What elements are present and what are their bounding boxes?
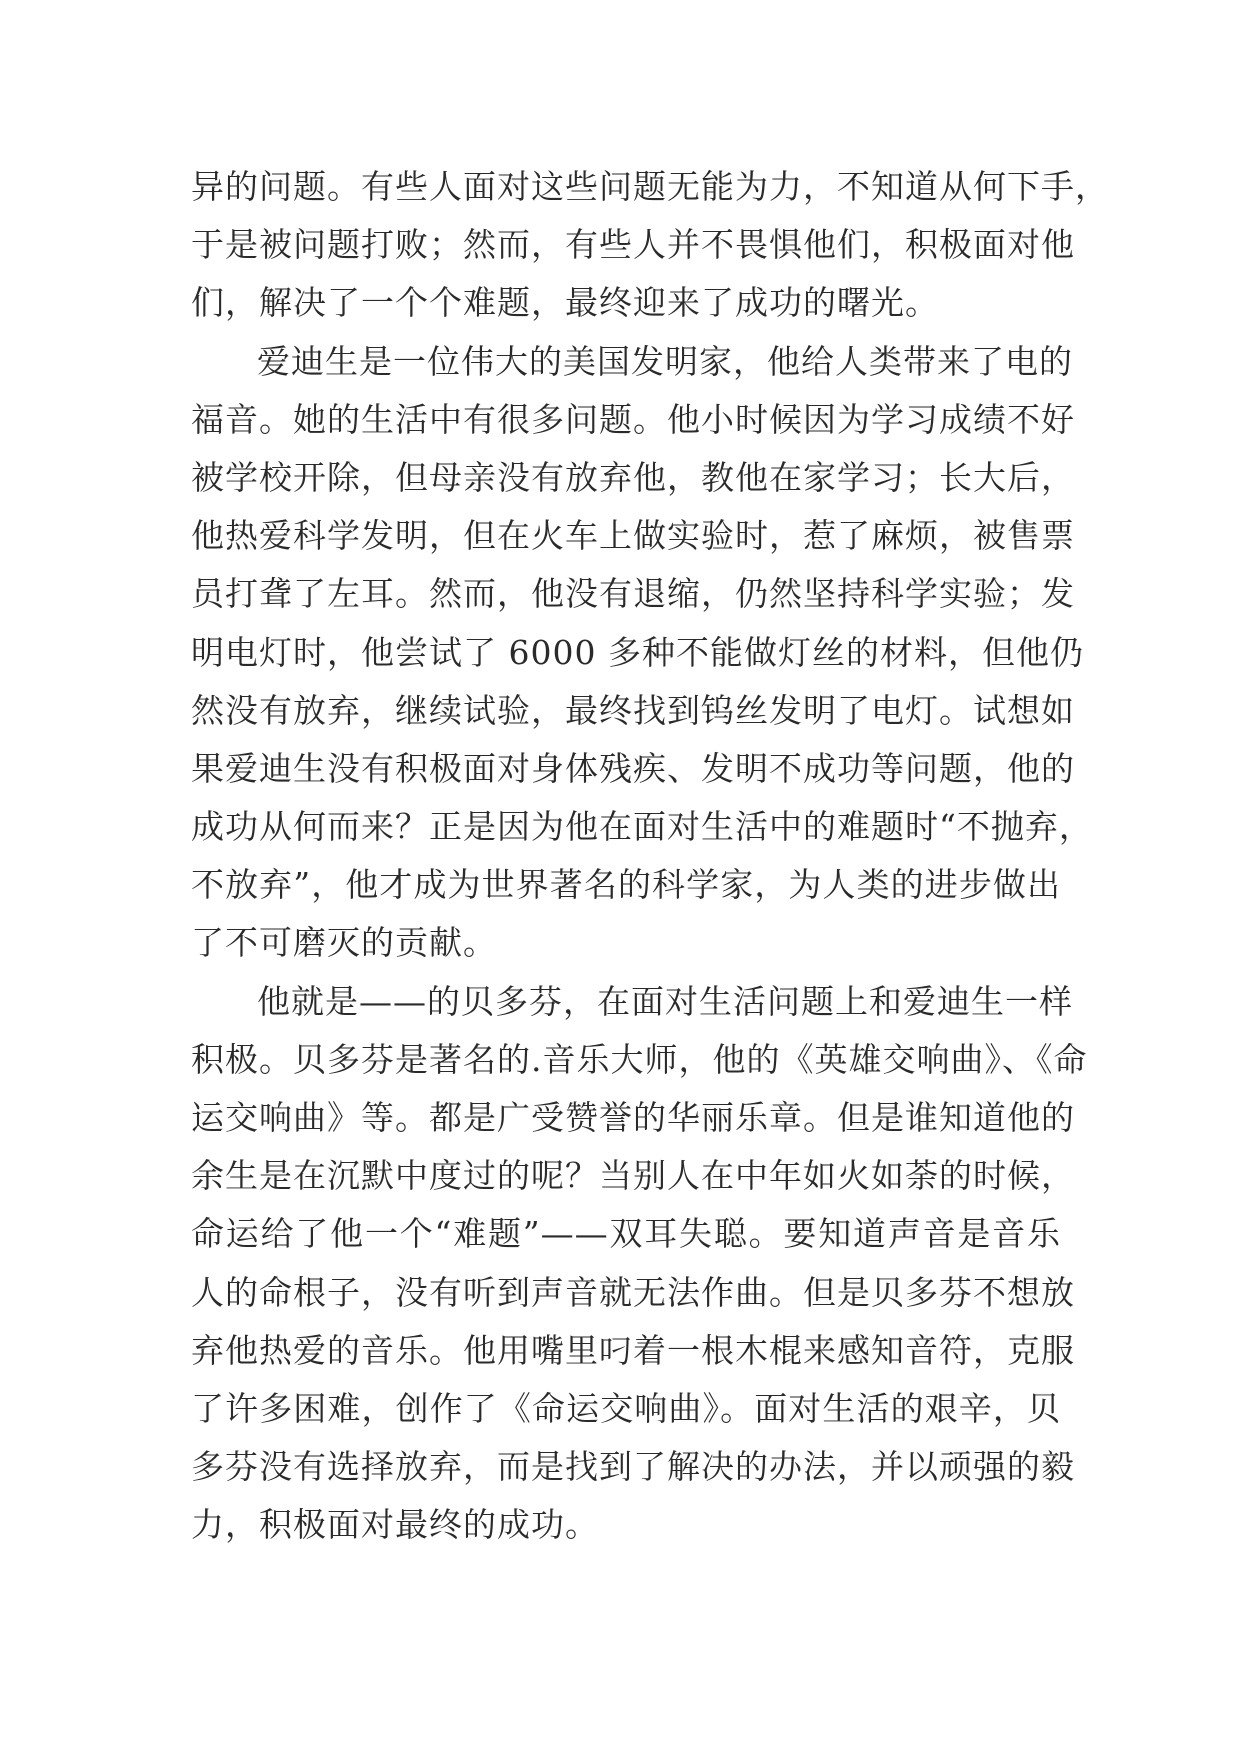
text-line: 了不可磨灭的贡献。 bbox=[191, 923, 497, 963]
text-line: 明电灯时，他尝试了 6000 多种不能做灯丝的材料，但他仍 bbox=[191, 632, 1084, 672]
text-line: 人的命根子，没有听到声音就无法作曲。但是贝多芬不想放 bbox=[191, 1272, 1075, 1312]
paragraph-intro-continuation bbox=[191, 158, 1109, 333]
text-line: 福音。她的生活中有很多问题。他小时候因为学习成绩不好 bbox=[191, 399, 1075, 439]
text-line: 不放弃”，他才成为世界著名的科学家，为人类的进步做出 bbox=[191, 865, 1061, 905]
text-line: 多芬没有选择放弃，而是找到了解决的办法，并以顽强的毅 bbox=[191, 1447, 1075, 1487]
text-line: 爱迪生是一位伟大的美国发明家，他给人类带来了电的 bbox=[257, 341, 1073, 381]
text-line: 弃他热爱的音乐。他用嘴里叼着一根木棍来感知音符，克服 bbox=[191, 1330, 1075, 1370]
text-line: 成功从何而来？正是因为他在面对生活中的难题时“不抛弃， bbox=[191, 807, 1093, 847]
text-line: 他就是——的贝多芬，在面对生活问题上和爱迪生一样 bbox=[257, 981, 1073, 1021]
body-text bbox=[191, 158, 1109, 1555]
text-line: 积极。贝多芬是著名的.音乐大师，他的《英雄交响曲》、《命 bbox=[191, 1039, 1088, 1079]
text-line: 运交响曲》等。都是广受赞誉的华丽乐章。但是谁知道他的 bbox=[191, 1098, 1075, 1137]
text-line: 员打聋了左耳。然而，他没有退缩，仍然坚持科学实验；发 bbox=[191, 574, 1075, 614]
text-line: 们，解决了一个个难题，最终迎来了成功的曙光。 bbox=[191, 283, 939, 323]
text-line: 他热爱科学发明，但在火车上做实验时，惹了麻烦，被售票 bbox=[191, 516, 1075, 556]
text-line: 然没有放弃，继续试验，最终找到钨丝发明了电灯。试想如 bbox=[191, 690, 1075, 730]
text-line: 余生是在沉默中度过的呢？当别人在中年如火如荼的时候， bbox=[191, 1156, 1075, 1196]
text-line: 异的问题。有些人面对这些问题无能为力，不知道从何下手， bbox=[191, 167, 1109, 206]
text-line: 了许多困难，创作了《命运交响曲》。面对生活的艰辛，贝 bbox=[191, 1388, 1061, 1428]
text-line: 被学校开除，但母亲没有放弃他，教他在家学习；长大后， bbox=[191, 457, 1075, 497]
paragraph-beethoven bbox=[191, 973, 1088, 1555]
paragraph-edison bbox=[191, 333, 1093, 973]
text-line: 于是被问题打败；然而，有些人并不畏惧他们，积极面对他 bbox=[191, 225, 1075, 265]
text-line: 果爱迪生没有积极面对身体残疾、发明不成功等问题，他的 bbox=[191, 748, 1075, 788]
text-line: 力，积极面对最终的成功。 bbox=[191, 1505, 599, 1545]
text-line: 命运给了他一个“难题”——双耳失聪。要知道声音是音乐 bbox=[191, 1214, 1061, 1254]
